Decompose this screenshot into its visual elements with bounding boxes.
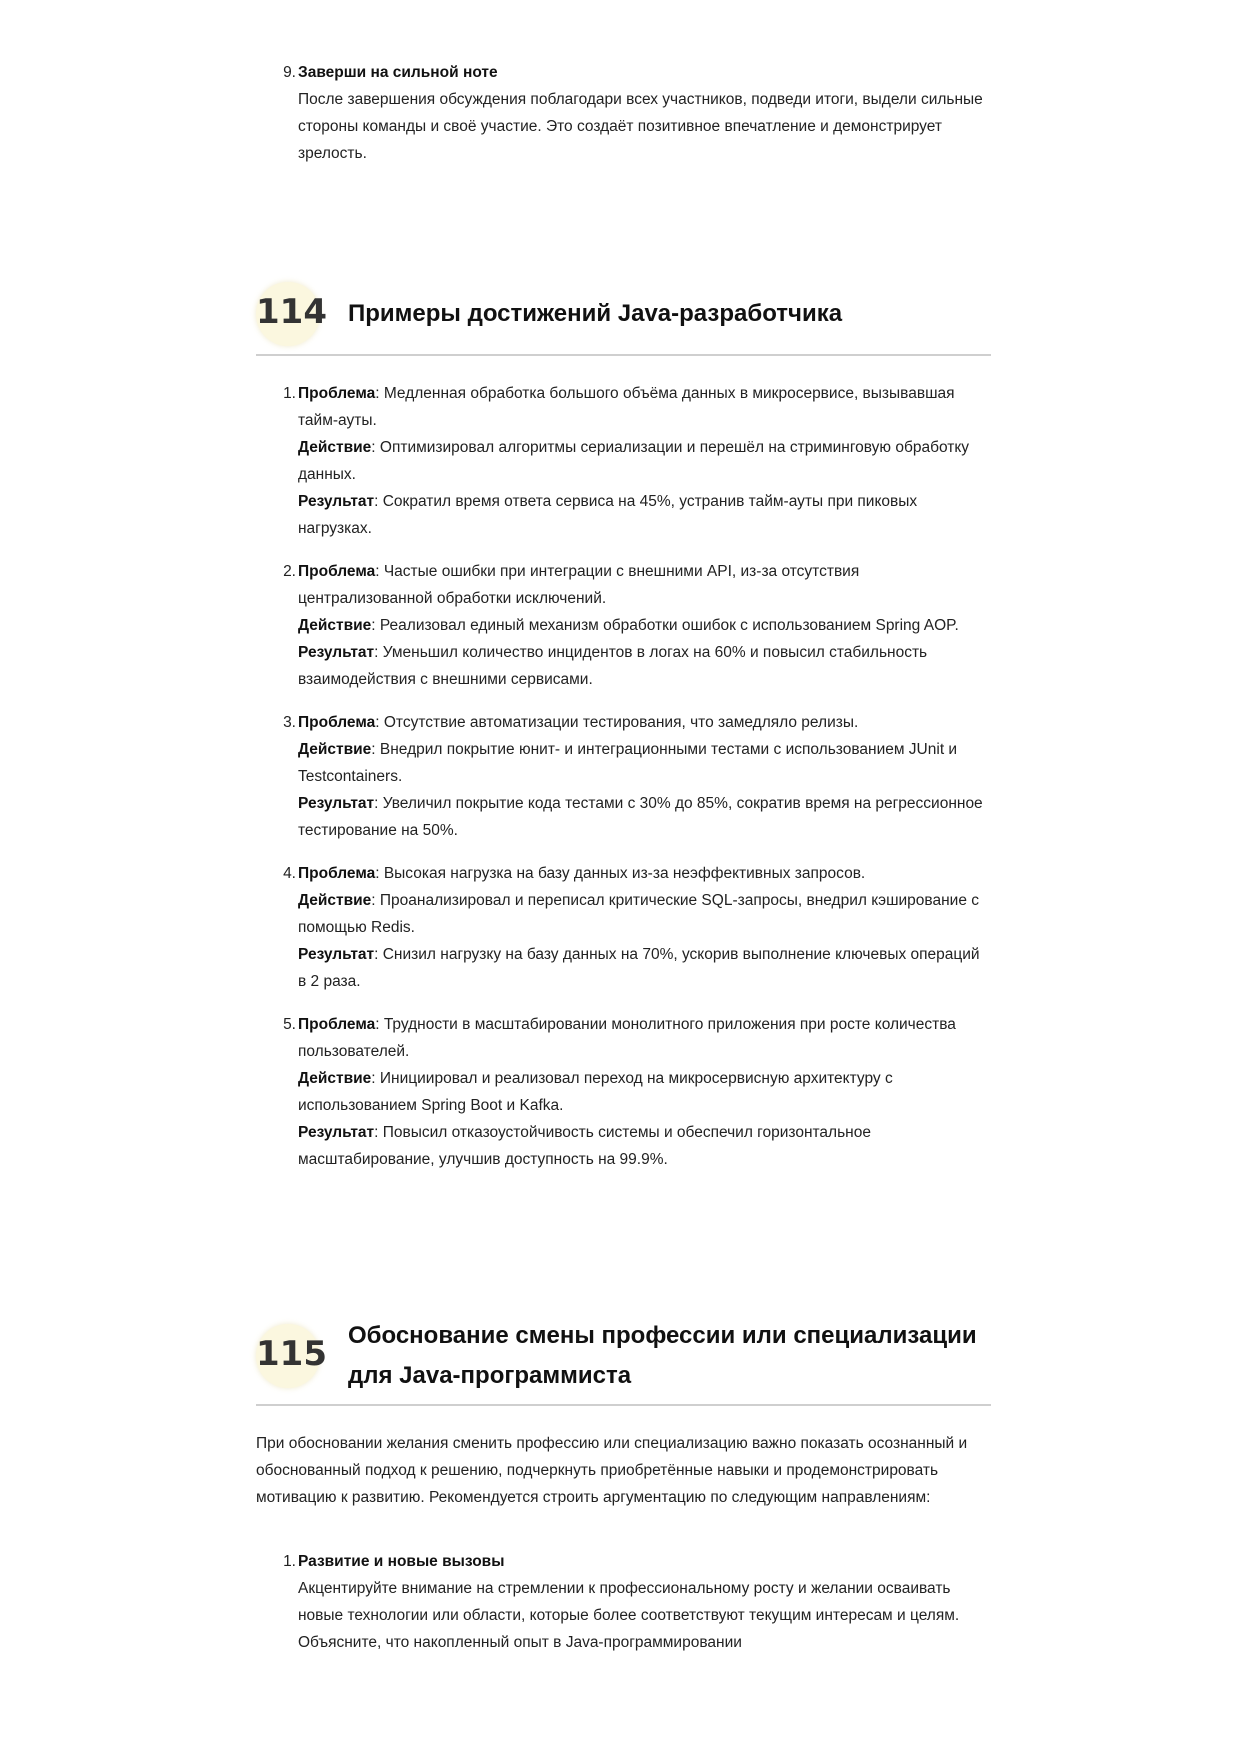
result-text: : Сократил время ответа сервиса на 45%, устранив тайм-ауты при пиковых нагрузках. (298, 493, 918, 537)
problem-text: : Высокая нагрузка на базу данных из-за неэффективных запросов. (375, 865, 866, 882)
achievement-item (256, 558, 991, 693)
list-item (256, 59, 991, 167)
section-number: 115 (256, 1334, 327, 1374)
result-text: : Снизил нагрузку на базу данных на 70%, ускорив выполнение ключевых операций в 2 раза. (298, 946, 980, 990)
result-label: Результат (298, 493, 375, 510)
problem-text: : Отсутствие автоматизации тестирования, что замедляло релизы. (375, 714, 859, 731)
section-intro-paragraph: При обосновании желания сменить профессию или специализацию важно показать осознанный и обоснованный подход к решению, подчеркнуть приобретённые навыки и продемонстрировать мотивацию к развитию. Рекомендуется строить аргументацию по следующим направлениям: (256, 1435, 968, 1506)
section-number: 114 (256, 292, 327, 332)
problem-label: Проблема (298, 714, 376, 731)
action-text: : Внедрил покрытие юнит- и интеграционными тестами с использованием JUnit и Testcontainers. (298, 741, 958, 785)
action-label: Действие (298, 1070, 372, 1087)
action-text: : Оптимизировал алгоритмы сериализации и перешёл на стриминговую обработку данных. (298, 439, 970, 483)
problem-label: Проблема (298, 385, 376, 402)
list-item-number: 4. (283, 865, 296, 882)
list-item-number: 3. (283, 714, 296, 731)
problem-text: : Частые ошибки при интеграции с внешними API, из-за отсутствия централизованной обработки исключений. (298, 563, 860, 607)
achievements-list (256, 380, 991, 1189)
achievement-item (256, 860, 991, 995)
result-label: Результат (298, 795, 375, 812)
list-item-number: 5. (283, 1016, 296, 1033)
section-header-115 (256, 1312, 991, 1406)
problem-text: : Трудности в масштабировании монолитного приложения при росте количества пользователей. (298, 1016, 956, 1060)
action-label: Действие (298, 892, 372, 909)
result-label: Результат (298, 644, 375, 661)
result-label: Результат (298, 946, 375, 963)
previous-section-list (256, 59, 991, 167)
list-item-title: Развитие и новые вызовы (298, 1553, 505, 1570)
problem-label: Проблема (298, 1016, 376, 1033)
list-item (256, 1548, 991, 1656)
result-text: : Увеличил покрытие кода тестами с 30% до 85%, сократив время на регрессионное тестирование на 50%. (298, 795, 983, 839)
list-item-text: Акцентируйте внимание на стремлении к профессиональному росту и желании осваивать новые технологии или области, которые более соответствуют текущим интересам и целям. Объясните, что накопленный опыт в Java-программировании (298, 1580, 960, 1651)
list-item-number: 1. (283, 385, 296, 402)
action-label: Действие (298, 617, 372, 634)
problem-text: : Медленная обработка большого объёма данных в микросервисе, вызывавшая тайм-ауты. (298, 385, 955, 429)
section-title: Обоснование смены профессии или специализации для Java-программиста (348, 1322, 977, 1389)
result-text: : Повысил отказоустойчивость системы и обеспечил горизонтальное масштабирование, улучшив доступность на 99.9%. (298, 1124, 871, 1168)
action-label: Действие (298, 439, 372, 456)
section-header-114 (256, 280, 991, 356)
list-item-number: 2. (283, 563, 296, 580)
list-item-number: 1. (283, 1553, 296, 1570)
list-item-text: После завершения обсуждения поблагодари всех участников, подведи итоги, выдели сильные стороны команды и своё участие. Это создаёт позитивное впечатление и демонстрирует зрелость. (298, 91, 983, 162)
action-label: Действие (298, 741, 372, 758)
problem-label: Проблема (298, 865, 376, 882)
action-text: : Проанализировал и переписал критические SQL-запросы, внедрил кэширование с помощью Redis. (298, 892, 979, 936)
section-title: Примеры достижений Java-разработчика (348, 300, 843, 327)
list-item-number: 9. (283, 64, 296, 81)
achievement-item (256, 709, 991, 844)
reasons-list (256, 1548, 991, 1656)
action-text: : Инициировал и реализовал переход на микросервисную архитектуру с использованием Spring Boot и Kafka. (298, 1070, 893, 1114)
achievement-item (256, 1011, 991, 1173)
list-item-title: Заверши на сильной ноте (298, 64, 498, 81)
result-text: : Уменьшил количество инцидентов в логах на 60% и повысил стабильность взаимодействия с внешними сервисами. (298, 644, 928, 688)
result-label: Результат (298, 1124, 375, 1141)
problem-label: Проблема (298, 563, 376, 580)
action-text: : Реализовал единый механизм обработки ошибок с использованием Spring AOP. (371, 617, 959, 634)
achievement-item (256, 380, 991, 542)
